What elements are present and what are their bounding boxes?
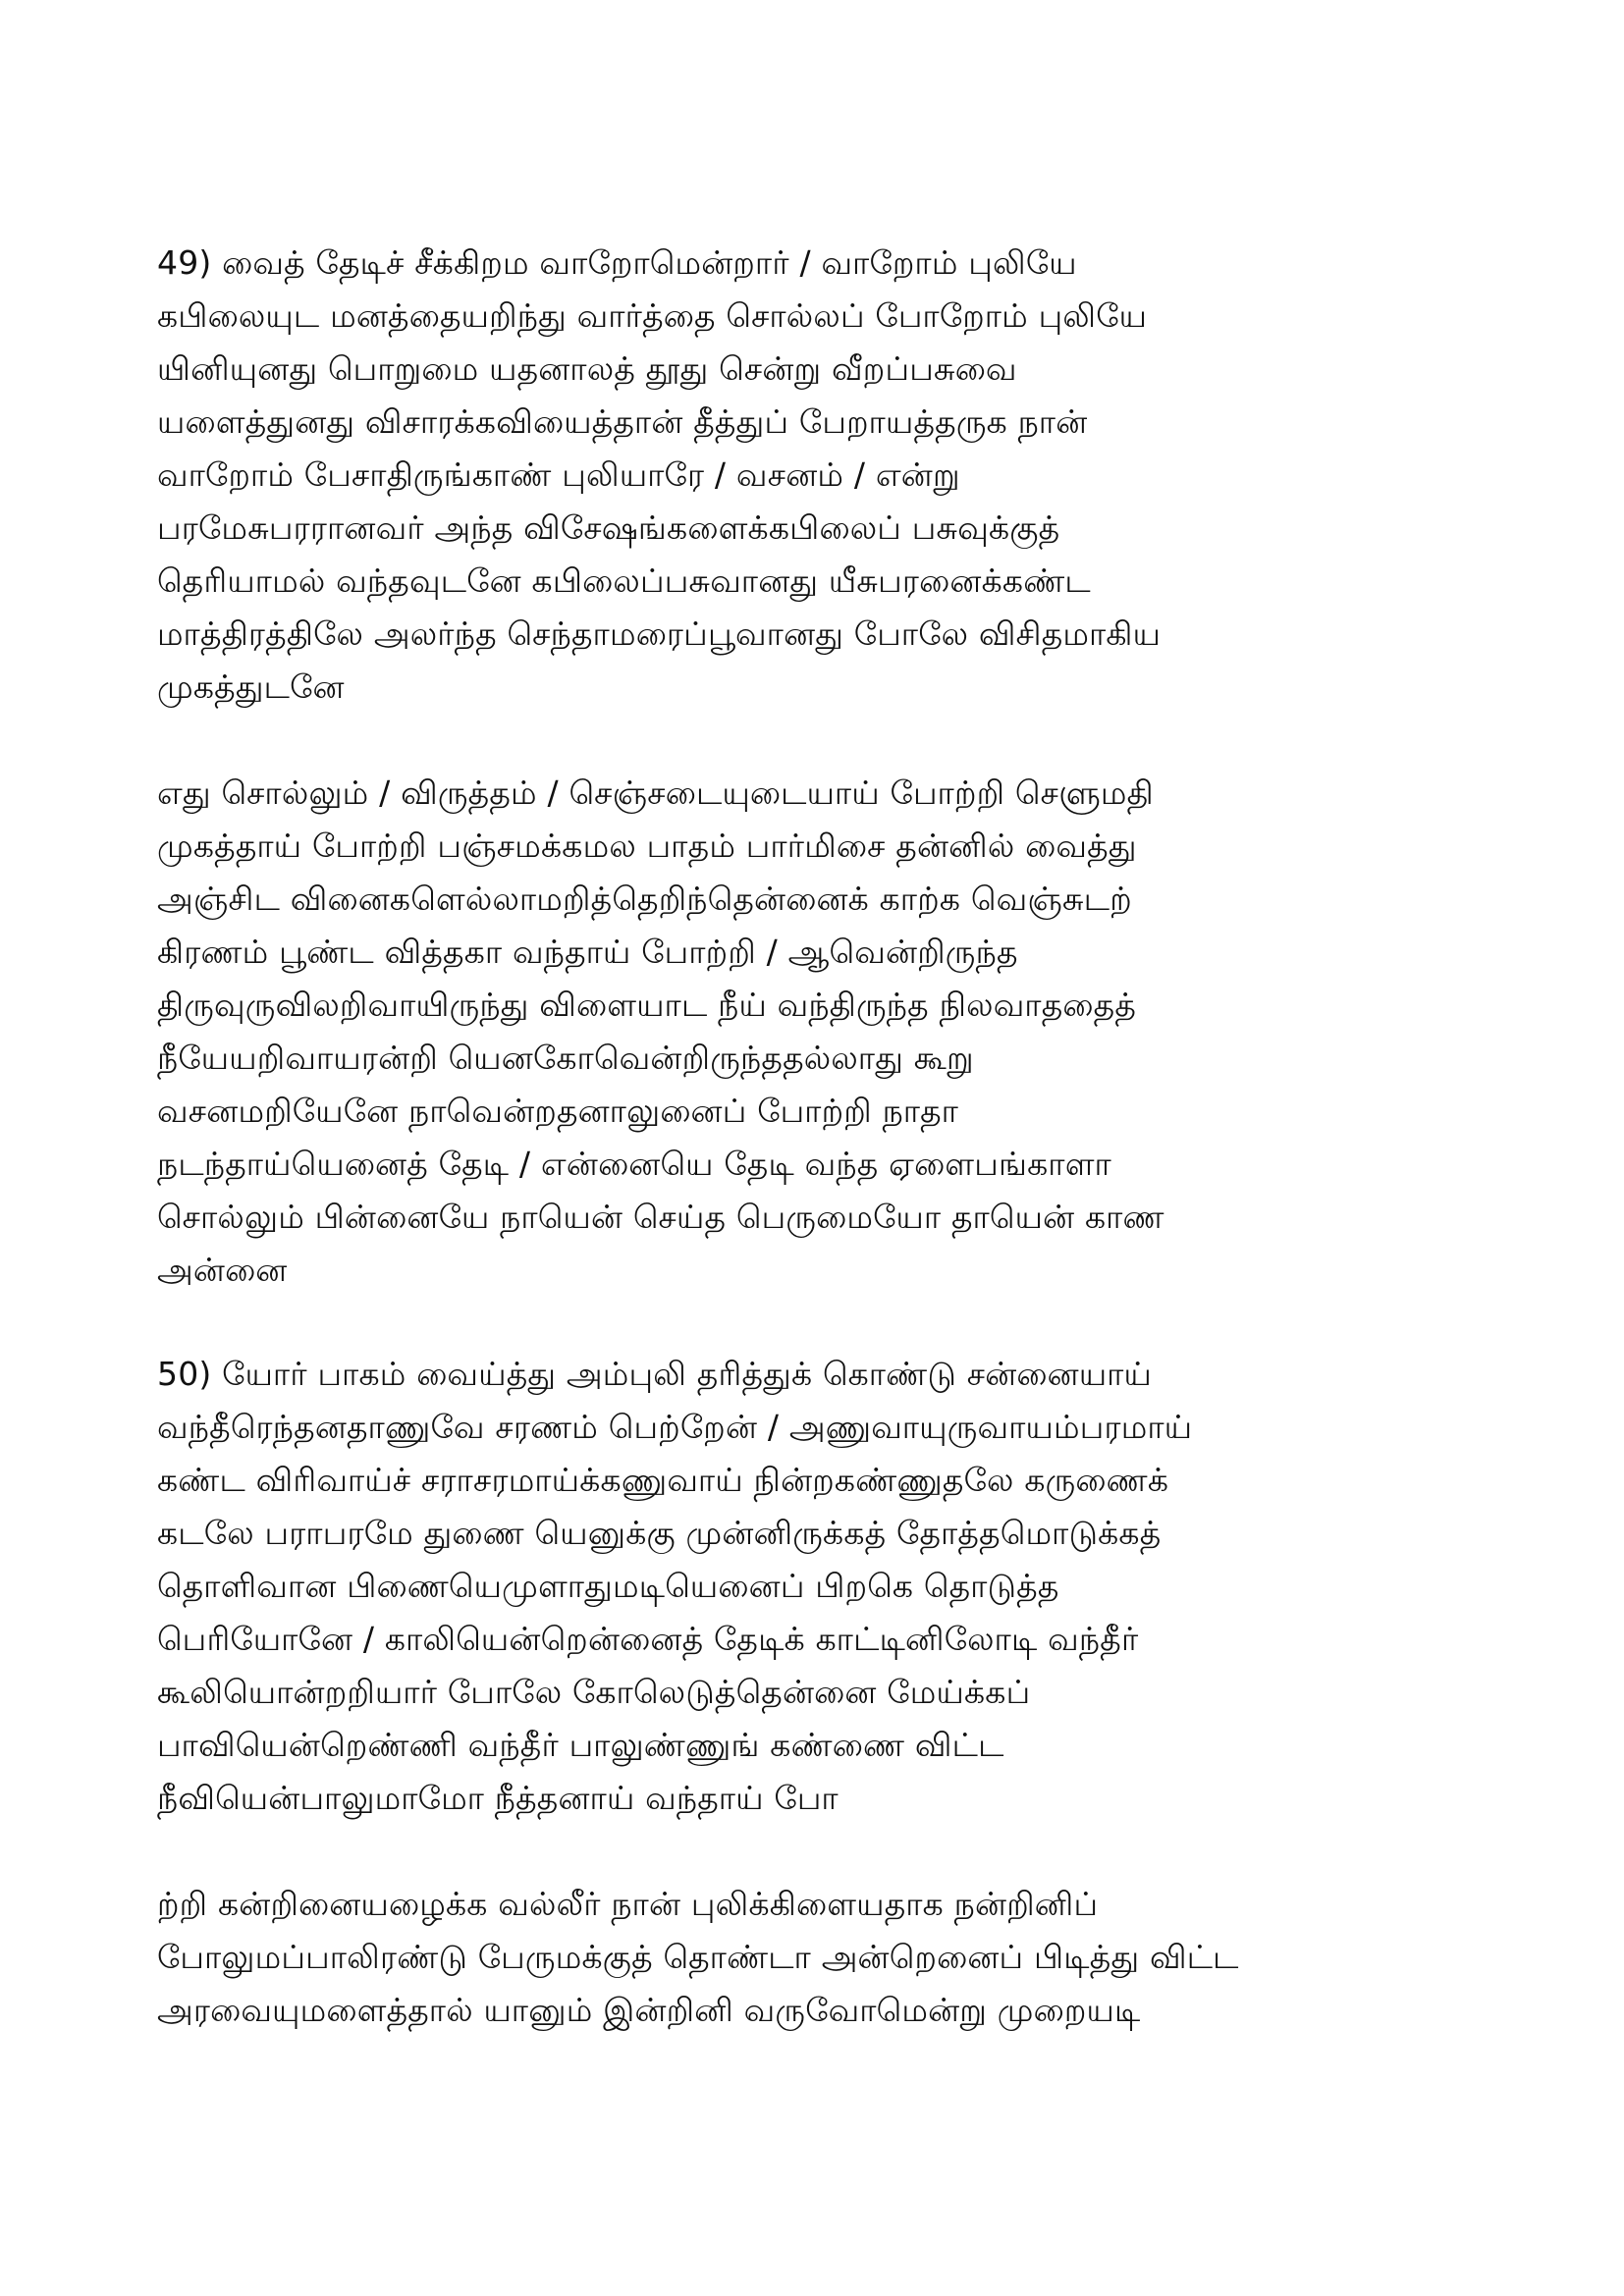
- paragraph-continuation: [157, 1878, 1532, 2037]
- paragraph-viruttam: [157, 767, 1532, 1297]
- text-line: கிரணம் பூண்ட வித்தகா வந்தாய் போற்றி / ஆவென்றிருந்த: [157, 933, 1018, 971]
- text-line: அஞ்சிட வினைகளெல்லாமறித்தெறிந்தென்னைக் காற்க வெஞ்சுடற்: [157, 880, 1132, 918]
- paragraph-50: [157, 1348, 1532, 1825]
- text-line: வந்தீரெந்தனதாணுவே சரணம் பெற்றேன் / அணுவாயுருவாயம்பரமாய்: [157, 1408, 1193, 1446]
- text-line: கடலே பராபரமே துணை யெனுக்கு முன்னிருக்கத் தோத்தமொடுக்கத்: [157, 1514, 1162, 1552]
- text-line: அன்னை: [157, 1251, 288, 1289]
- text-line: அரவையுமளைத்தால் யானும் இன்றினி வருவோமென்று முறையடி: [157, 1991, 1141, 2029]
- text-line: நீவியென்பாலுமாமோ நீத்தனாய் வந்தாய் போ: [157, 1779, 839, 1817]
- text-line: 50) யோர் பாகம் வைய்த்து அம்புலி தரித்துக் கொண்டு சன்னையாய்: [157, 1355, 1153, 1393]
- text-line: பாவியென்றெண்ணி வந்தீர் பாலுண்ணுங் கண்ணை விட்ட: [157, 1726, 1004, 1764]
- text-line: நீயேயறிவாயரன்றி யெனகோவென்றிருந்ததல்லாது கூறு: [157, 1039, 974, 1077]
- text-line: திருவுருவிலறிவாயிருந்து விளையாட நீய் வந்திருந்த நிலவாததைத்: [157, 986, 1137, 1024]
- text-line: முகத்தாய் போற்றி பஞ்சமக்கமல பாதம் பார்மிசை தன்னில் வைத்து: [157, 827, 1137, 865]
- text-line: கபிலையுட மனத்தையறிந்து வார்த்தை சொல்லப் போறோம் புலியே: [157, 296, 1148, 335]
- text-line: வாறோம் பேசாதிருங்காண் புலியாரே / வசனம் / என்று: [157, 455, 960, 494]
- text-line: வசனமறியேனே நாவென்றதனாலுனைப் போற்றி நாதா: [157, 1092, 959, 1130]
- text-line: முகத்துடனே: [157, 667, 345, 706]
- text-line: கண்ட விரிவாய்ச் சராசரமாய்க்கணுவாய் நின்றகண்ணுதலே கருணைக்: [157, 1461, 1169, 1499]
- text-line: நடந்தாய்யெனைத் தேடி / என்னையெ தேடி வந்த ஏளைபங்காளா: [157, 1145, 1111, 1183]
- text-line: மாத்திரத்திலே அலர்ந்த செந்தாமரைப்பூவானது போலே விசிதமாகிய: [157, 614, 1162, 653]
- text-line: யினியுனது பொறுமை யதனாலத் தூது சென்று வீறப்பசுவை: [157, 349, 1017, 388]
- text-line: எது சொல்லும் / விருத்தம் / செஞ்சடையுடையாய் போற்றி செளுமதி: [157, 774, 1154, 812]
- text-line: சொல்லும் பின்னையே நாயென் செய்த பெருமையோ தாயென் காண: [157, 1198, 1164, 1236]
- text-line: 49) வைத் தேடிச் சீக்கிறம வாறோமென்றார் / வாறோம் புலியே: [157, 243, 1077, 282]
- text-line: கூலியொன்றறியார் போலே கோலெடுத்தென்னை மேய்க்கப்: [157, 1673, 1031, 1711]
- text-line: பரமேசுபரரானவர் அந்த விசேஷங்களைக்கபிலைப் பசுவுக்குத்: [157, 508, 1060, 547]
- text-line: தெரியாமல் வந்தவுடனே கபிலைப்பசுவானது யீசுபரனைக்கண்ட: [157, 561, 1091, 600]
- text-line: போலுமப்பாலிரண்டு பேருமக்குத் தொண்டா அன்றெனைப் பிடித்து விட்ட: [157, 1938, 1239, 1976]
- text-line: தொளிவான பிணையெமுளாதுமடியெனைப் பிறகெ தொடுத்த: [157, 1567, 1059, 1605]
- text-line: ற்றி கன்றினையழைக்க வல்லீர் நான் புலிக்கிளையதாக நன்றினிப்: [157, 1885, 1099, 1923]
- text-line: பெரியோனே / காலியென்றென்னைத் தேடிக் காட்டினிலோடி வந்தீர்: [157, 1620, 1139, 1658]
- text-line: யளைத்துனது விசாரக்கவியைத்தான் தீத்துப் பேறாயத்தருக நான்: [157, 402, 1088, 441]
- paragraph-49: [157, 237, 1532, 714]
